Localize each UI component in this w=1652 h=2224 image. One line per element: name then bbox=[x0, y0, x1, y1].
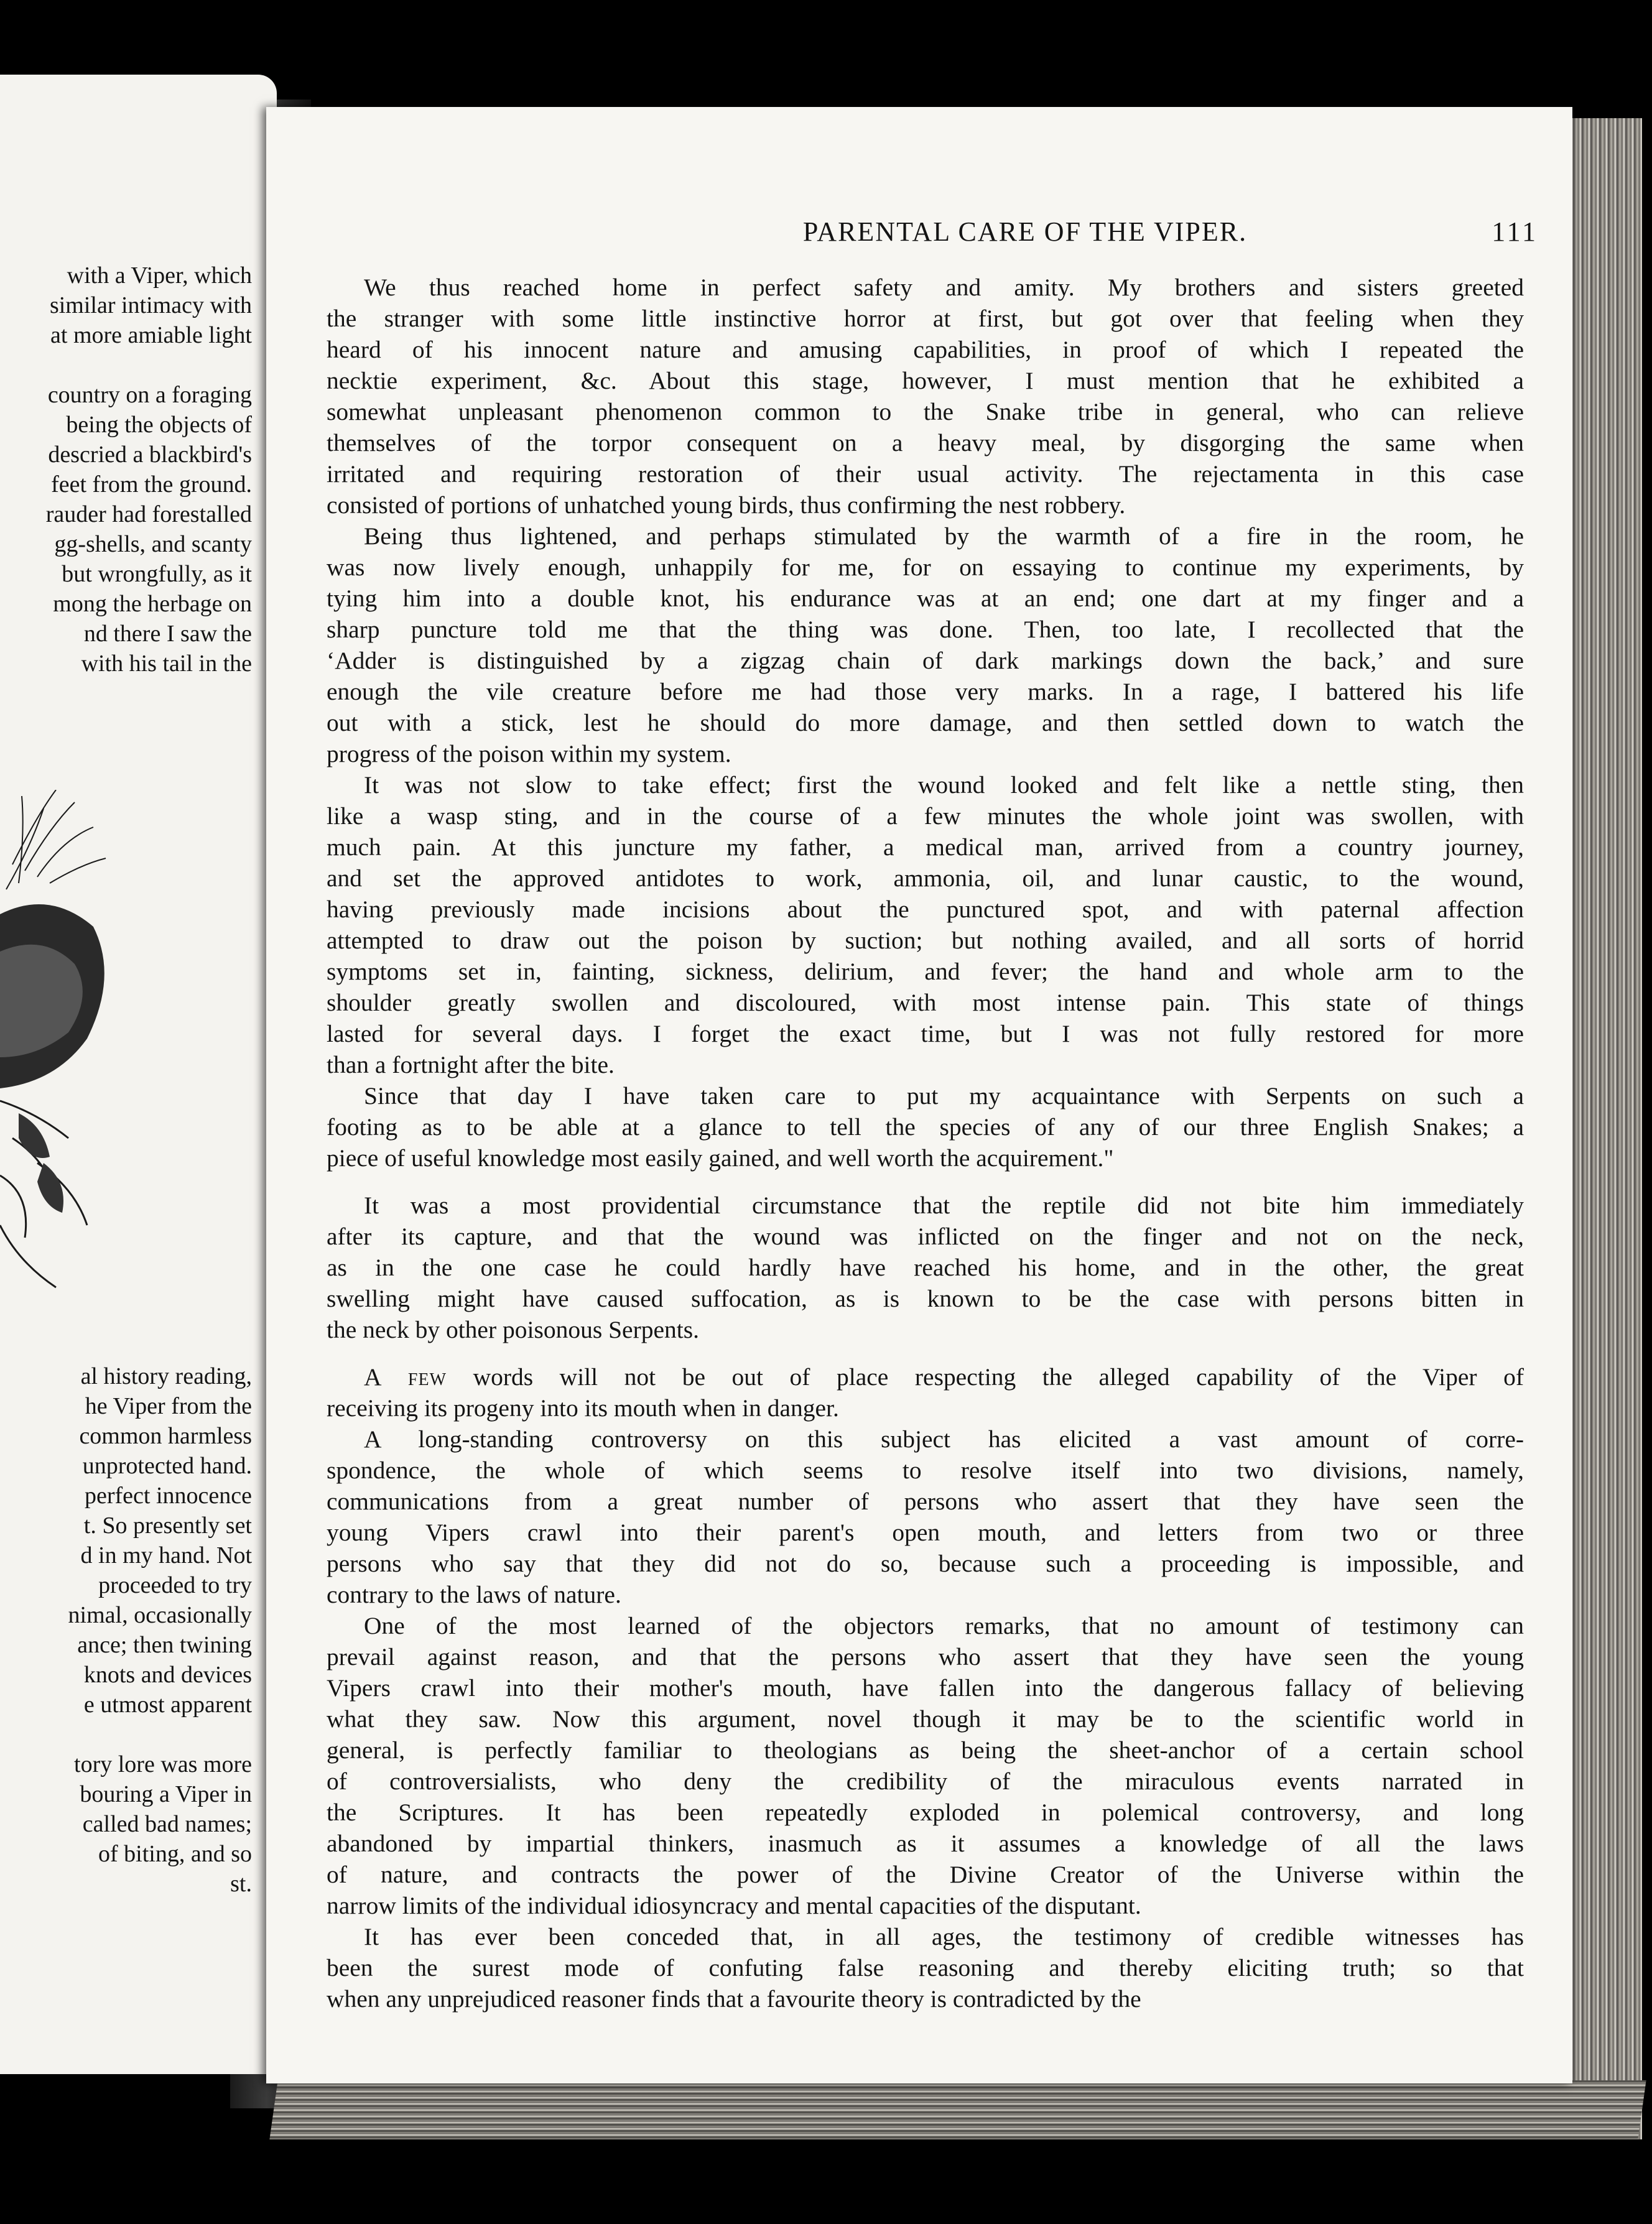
text-line: much pain. At this juncture my father, a medical man, arrived from a country journey, bbox=[327, 833, 1524, 861]
text-line: piece of useful knowledge most easily gained, and well worth the acquirement." bbox=[327, 1144, 1114, 1172]
left-page-line: unprotected hand. bbox=[82, 1453, 252, 1479]
left-page-line: e utmost apparent bbox=[83, 1692, 252, 1718]
left-page-line: knots and devices bbox=[83, 1662, 252, 1688]
text-line: the Scriptures. It has been repeatedly exploded in polemical controversy, and long bbox=[327, 1799, 1524, 1826]
text-line: It was not slow to take effect; first the wound looked and felt like a nettle sting, then bbox=[364, 771, 1524, 799]
engraving-illustration bbox=[0, 790, 124, 1325]
text-line: out with a stick, lest he should do more damage, and then settled down to watch the bbox=[327, 709, 1524, 736]
text-line: tying him into a double knot, his endurance was at an end; one dart at my finger and a bbox=[327, 585, 1524, 612]
left-page-line: ance; then twining bbox=[77, 1632, 252, 1658]
text-line: been the surest mode of confuting false reasoning and thereby eliciting truth; so that bbox=[327, 1954, 1524, 1981]
left-page-line: country on a foraging bbox=[47, 382, 252, 408]
left-page-line: proceeded to try bbox=[98, 1572, 252, 1598]
left-page-line: called bad names; bbox=[82, 1811, 252, 1837]
left-page-line: with a Viper, which bbox=[67, 262, 252, 289]
text-line: Since that day I have taken care to put my acquaintance with Serpents on such a bbox=[364, 1082, 1524, 1110]
text-line: when any unprejudiced reasoner finds that a favourite theory is contradicted by the bbox=[327, 1985, 1141, 2013]
left-page-line: feet from the ground. bbox=[51, 471, 252, 498]
left-page-line: tory lore was more bbox=[74, 1751, 252, 1777]
text-line: like a wasp sting, and in the course of a few minutes the whole joint was swollen, with bbox=[327, 802, 1524, 830]
text-line: somewhat unpleasant phenomenon common to the Snake tribe in general, who can relieve bbox=[327, 398, 1524, 425]
text-line bbox=[327, 1361, 1524, 1392]
text-line: prevail against reason, and that the persons who assert that they have seen the young bbox=[327, 1643, 1524, 1670]
text-line: after its capture, and that the wound was inflicted on the finger and not on the neck, bbox=[327, 1223, 1524, 1250]
left-facing-page bbox=[0, 75, 277, 2074]
text-line: narrow limits of the individual idiosyncracy and mental capacities of the disputant. bbox=[327, 1892, 1141, 1919]
text-line: It has ever been conceded that, in all ages, the testimony of credible witnesses has bbox=[364, 1923, 1524, 1950]
left-page-line: t. So presently set bbox=[83, 1513, 252, 1539]
text-line: the neck by other poisonous Serpents. bbox=[327, 1316, 699, 1343]
text-line: One of the most learned of the objectors remarks, that no amount of testimony can bbox=[364, 1612, 1524, 1639]
paragraph bbox=[327, 1190, 1524, 1345]
left-page-line: perfect innocence bbox=[85, 1483, 252, 1509]
text-line: attempted to draw out the poison by suction; but nothing availed, and all sorts of horrid bbox=[327, 927, 1524, 954]
left-page-line: nimal, occasionally bbox=[68, 1602, 252, 1628]
paragraph bbox=[327, 1080, 1524, 1174]
text-line: irritated and requiring restoration of their usual activity. The rejectamenta in this case bbox=[327, 460, 1524, 488]
text-line: as in the one case he could hardly have reached his home, and in the other, the great bbox=[327, 1254, 1524, 1281]
left-page-line: with his tail in the bbox=[81, 651, 252, 677]
text-line: shoulder greatly swollen and discoloured, with most intense pain. This state of things bbox=[327, 989, 1524, 1016]
text-line: the stranger with some little instinctive horror at first, but got over that feeling when they bbox=[327, 305, 1524, 332]
text-line: than a fortnight after the bite. bbox=[327, 1051, 615, 1078]
paragraph bbox=[327, 521, 1524, 769]
left-page-line: of biting, and so bbox=[98, 1841, 252, 1867]
text-line: persons who say that they did not do so, because such a proceeding is impossible, and bbox=[327, 1550, 1524, 1577]
running-head: PARENTAL CARE OF THE VIPER. bbox=[802, 216, 1248, 247]
text-line: heard of his innocent nature and amusing capabilities, in proof of which I repeated the bbox=[327, 336, 1524, 363]
paragraph bbox=[327, 1610, 1524, 1921]
left-page-line: al history reading, bbox=[80, 1363, 252, 1389]
left-page-line: nd there I saw the bbox=[83, 621, 252, 647]
text-line: It was a most providential circumstance that the reptile did not bite him immediately bbox=[364, 1192, 1524, 1219]
text-line: having previously made incisions about the punctured spot, and with paternal affection bbox=[327, 896, 1524, 923]
text-line: consisted of portions of unhatched young birds, thus confirming the nest robbery. bbox=[327, 491, 1126, 519]
text-line: contrary to the laws of nature. bbox=[327, 1581, 621, 1608]
left-page-line: he Viper from the bbox=[85, 1393, 252, 1419]
left-page-line: being the objects of bbox=[66, 412, 252, 438]
left-page-line: similar intimacy with bbox=[49, 292, 252, 318]
text-line: abandoned by impartial thinkers, inasmuch as it assumes a knowledge of all the laws bbox=[327, 1830, 1524, 1857]
paragraph bbox=[327, 272, 1524, 521]
left-page-line: descried a blackbird's bbox=[48, 442, 252, 468]
text-line: of nature, and contracts the power of the Divine Creator of the Universe within the bbox=[327, 1861, 1524, 1888]
text-line: of controversialists, who deny the credibility of the miraculous events narrated in bbox=[327, 1768, 1524, 1795]
text-line: communications from a great number of persons who assert that they have seen the bbox=[327, 1488, 1524, 1515]
left-page-line: common harmless bbox=[79, 1423, 252, 1449]
text-line: lasted for several days. I forget the exact time, but I was not fully restored for more bbox=[327, 1020, 1524, 1047]
text-line: We thus reached home in perfect safety and amity. My brothers and sisters greeted bbox=[364, 274, 1524, 301]
text-line: themselves of the torpor consequent on a heavy meal, by disgorging the same when bbox=[327, 429, 1524, 456]
paragraph bbox=[327, 1424, 1524, 1610]
paragraph bbox=[327, 769, 1524, 1080]
text-line: swelling might have caused suffocation, as is known to be the case with persons bitten in bbox=[327, 1285, 1524, 1312]
body-text bbox=[327, 272, 1524, 2014]
text-line: ‘Adder is distinguished by a zigzag chain of dark markings down the back,’ and sure bbox=[327, 647, 1524, 674]
text-line: general, is perfectly familiar to theologians as being the sheet-anchor of a certain school bbox=[327, 1736, 1524, 1764]
text-line: Vipers crawl into their mother's mouth, have fallen into the dangerous fallacy of believing bbox=[327, 1674, 1524, 1702]
text-line: progress of the poison within my system. bbox=[327, 740, 731, 767]
text-line: young Vipers crawl into their parent's open mouth, and letters from two or three bbox=[327, 1519, 1524, 1546]
text-line-rest: words will not be out of place respecting the alleged capability of the Viper of bbox=[447, 1363, 1524, 1391]
book-page bbox=[266, 107, 1572, 2083]
small-caps-lead: A few bbox=[364, 1363, 447, 1391]
text-line: A long-standing controversy on this subject has elicited a vast amount of corre- bbox=[364, 1425, 1524, 1453]
paragraph bbox=[327, 1921, 1524, 2014]
left-page-line: gg-shells, and scanty bbox=[54, 531, 252, 557]
left-page-line: rauder had forestalled bbox=[45, 501, 252, 527]
text-line: receiving its progeny into its mouth when in danger. bbox=[327, 1394, 839, 1422]
text-line: was now lively enough, unhappily for me, for on essaying to continue my experiments, by bbox=[327, 554, 1524, 581]
text-line: spondence, the whole of which seems to resolve itself into two divisions, namely, bbox=[327, 1457, 1524, 1484]
left-page-line: mong the herbage on bbox=[53, 591, 252, 617]
paragraph bbox=[327, 1361, 1524, 1424]
left-page-line: at more amiable light bbox=[50, 322, 252, 348]
page-edges-right bbox=[1567, 118, 1642, 2139]
text-line: what they saw. Now this argument, novel though it may be to the scientific world in bbox=[327, 1705, 1524, 1733]
text-line: necktie experiment, &c. About this stage, however, I must mention that he exhibited a bbox=[327, 367, 1524, 394]
left-page-line: st. bbox=[230, 1871, 252, 1897]
page-edges-bottom bbox=[269, 2080, 1646, 2139]
left-page-line: but wrongfully, as it bbox=[62, 561, 252, 587]
text-line: footing as to be able at a glance to tell the species of any of our three English Snakes; a bbox=[327, 1113, 1524, 1141]
left-page-line: d in my hand. Not bbox=[80, 1542, 252, 1568]
page-number: 111 bbox=[1492, 216, 1538, 247]
left-page-line: bouring a Viper in bbox=[80, 1781, 252, 1807]
text-line: symptoms set in, fainting, sickness, delirium, and fever; the hand and whole arm to the bbox=[327, 958, 1524, 985]
text-line: Being thus lightened, and perhaps stimulated by the warmth of a fire in the room, he bbox=[364, 522, 1524, 550]
text-line: sharp puncture told me that the thing was done. Then, too late, I recollected that the bbox=[327, 616, 1524, 643]
text-line: and set the approved antidotes to work, ammonia, oil, and lunar caustic, to the wound, bbox=[327, 864, 1524, 892]
text-line: enough the vile creature before me had those very marks. In a rage, I battered his life bbox=[327, 678, 1524, 705]
